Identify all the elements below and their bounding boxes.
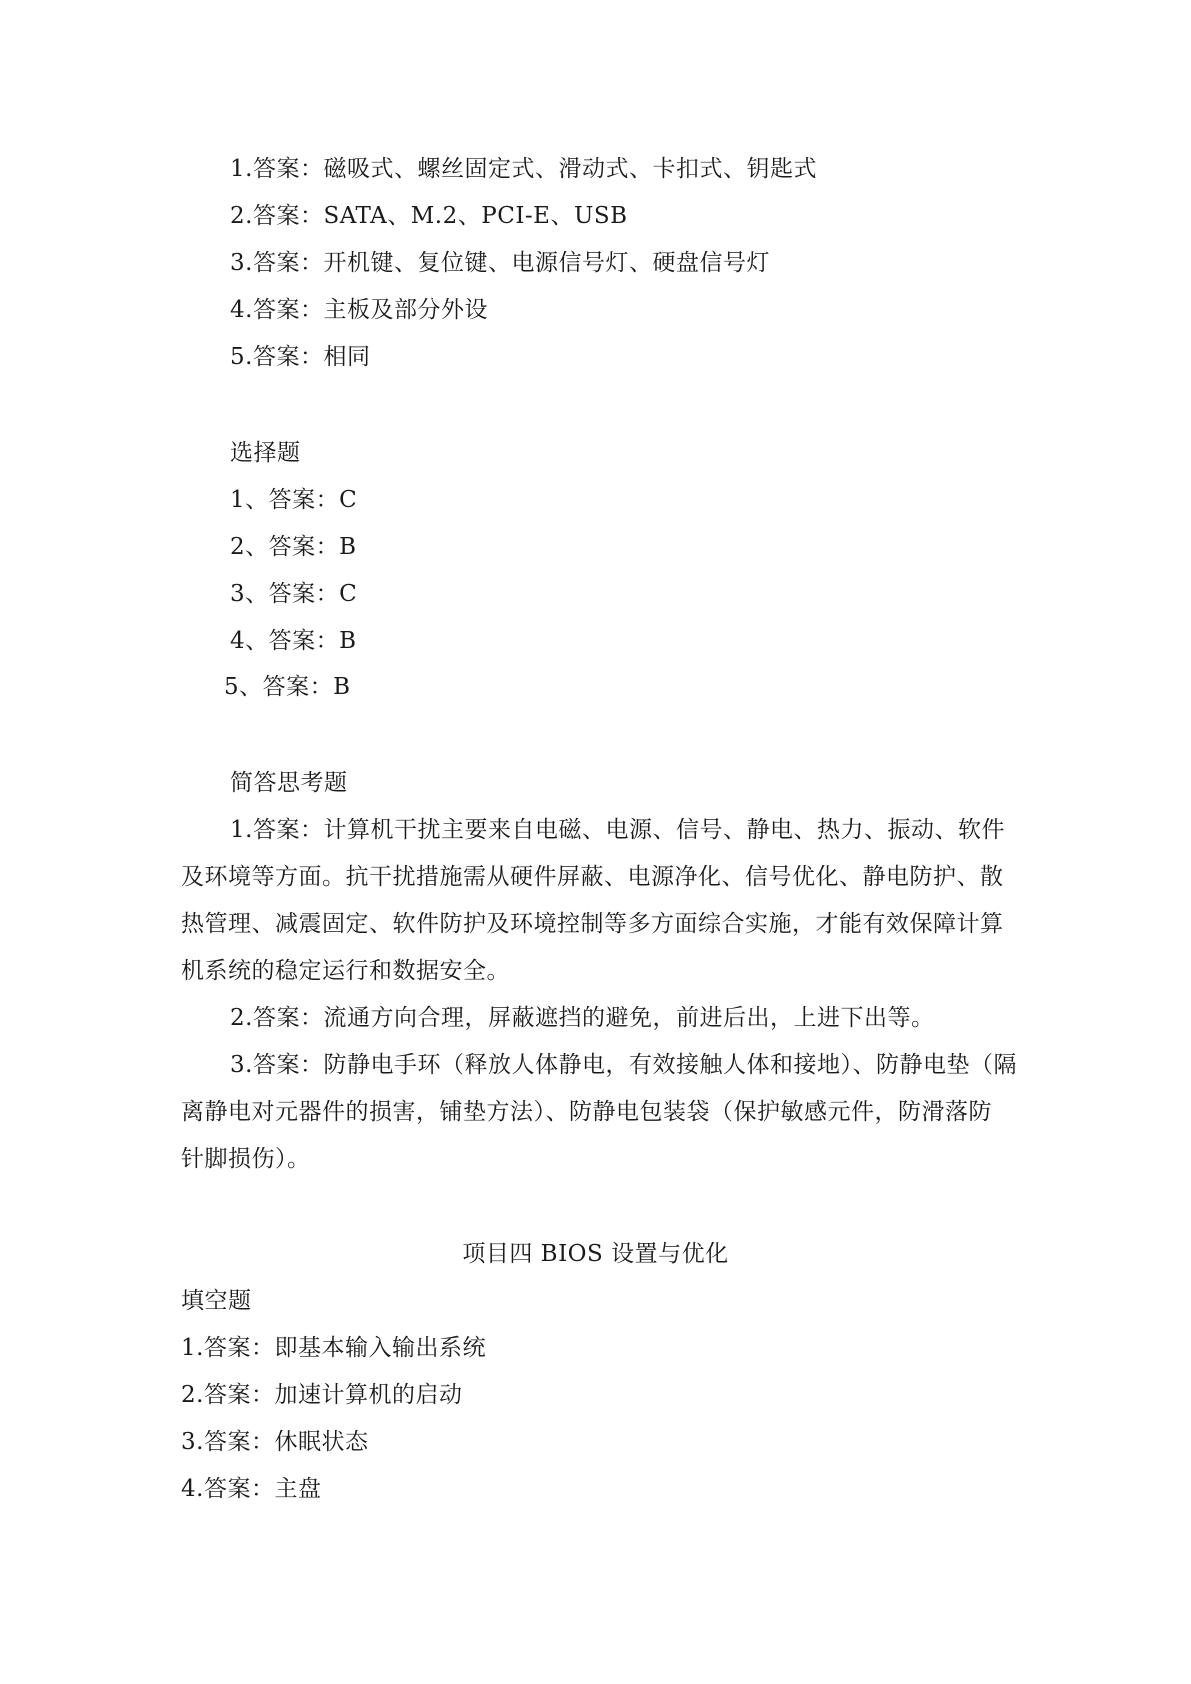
choice-answer-3: 3、答案：C <box>230 581 358 607</box>
fill-answer-1: 1.答案：磁吸式、螺丝固定式、滑动式、卡扣式、钥匙式 <box>230 156 817 182</box>
short-answer-1-line-1: 1.答案：计算机干扰主要来自电磁、电源、信号、静电、热力、振动、软件 <box>230 817 1005 843</box>
choice-answer-5: 5、答案：B <box>224 674 351 700</box>
project-4-fill-section-title: 填空题 <box>181 1288 252 1314</box>
choice-answer-4: 4、答案：B <box>230 628 357 654</box>
fill-answer-5: 5.答案：相同 <box>230 344 371 370</box>
fill-answer-4: 4.答案：主板及部分外设 <box>230 297 488 323</box>
short-answer-1-line-2: 及环境等方面。抗干扰措施需从硬件屏蔽、电源净化、信号优化、静电防护、散 <box>181 864 1004 890</box>
fill-answer-3: 3.答案：开机键、复位键、电源信号灯、硬盘信号灯 <box>230 250 770 276</box>
short-answer-section-title: 简答思考题 <box>230 770 348 796</box>
short-answer-3-line-3: 针脚损伤）。 <box>181 1146 311 1172</box>
choice-section-title: 选择题 <box>230 440 301 466</box>
short-answer-2: 2.答案：流通方向合理，屏蔽遮挡的避免，前进后出，上进下出等。 <box>230 1005 935 1031</box>
short-answer-1-line-4: 机系统的稳定运行和数据安全。 <box>181 958 510 984</box>
project-4-answer-1: 1.答案：即基本输入输出系统 <box>181 1335 486 1361</box>
short-answer-1-line-3: 热管理、减震固定、软件防护及环境控制等多方面综合实施，才能有效保障计算 <box>181 911 1004 937</box>
short-answer-3-line-2: 离静电对元器件的损害，铺垫方法）、防静电包装袋（保护敏感元件，防滑落防 <box>181 1099 992 1125</box>
project-4-answer-4: 4.答案：主盘 <box>181 1476 322 1502</box>
choice-answer-2: 2、答案：B <box>230 534 357 560</box>
project-4-title: 项目四 BIOS 设置与优化 <box>462 1241 729 1267</box>
fill-answer-2: 2.答案：SATA、M.2、PCI-E、USB <box>230 203 628 229</box>
project-4-answer-2: 2.答案：加速计算机的启动 <box>181 1382 463 1408</box>
choice-answer-1: 1、答案：C <box>230 487 358 513</box>
short-answer-3-line-1: 3.答案：防静电手环（释放人体静电，有效接触人体和接地）、防静电垫（隔 <box>230 1052 1017 1078</box>
project-4-answer-3: 3.答案：休眠状态 <box>181 1429 369 1455</box>
